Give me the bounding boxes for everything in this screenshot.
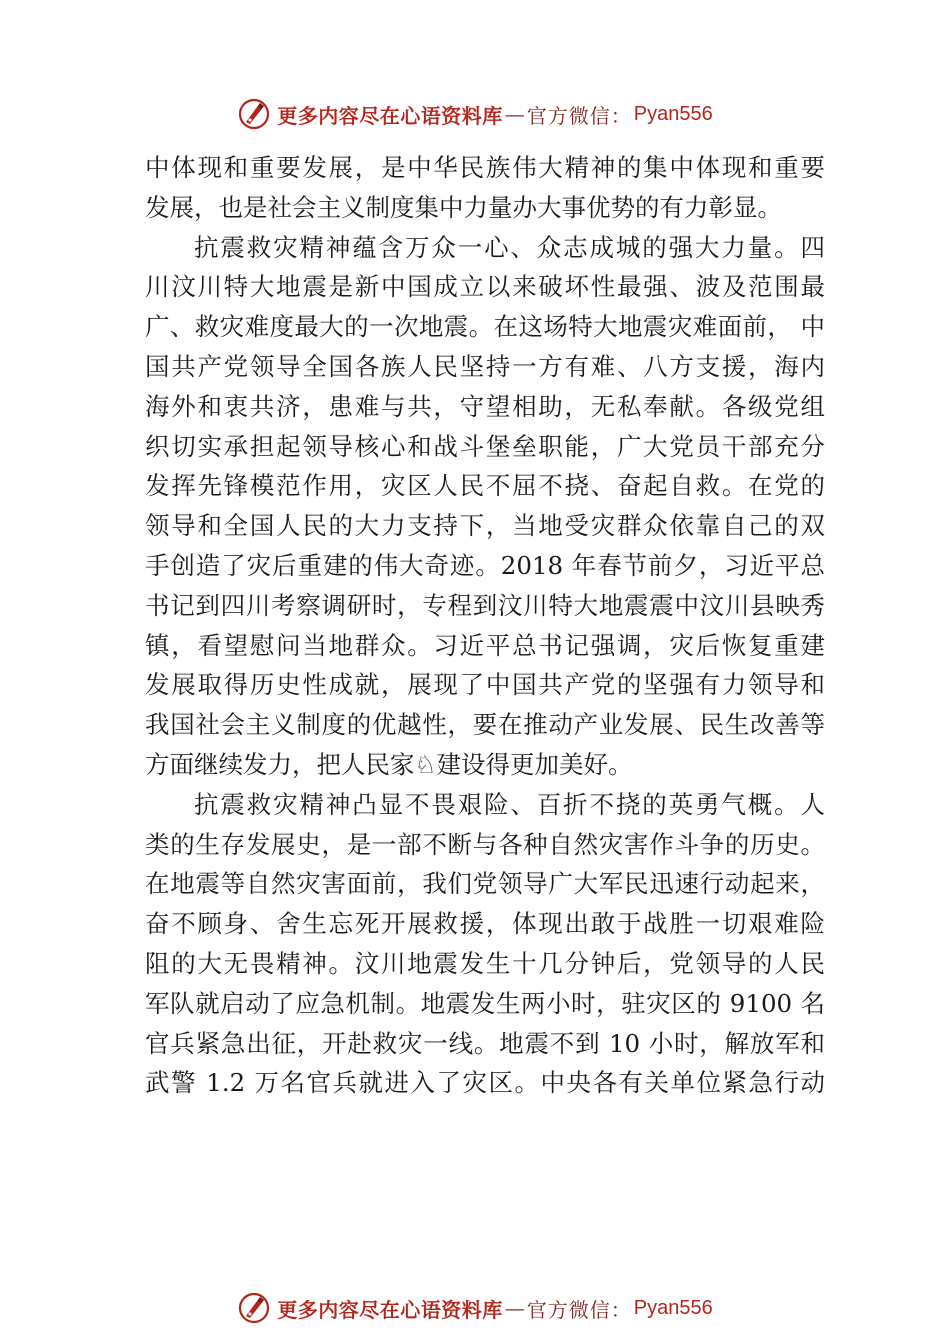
text-line: 发展取得历史性成就，展现了中国共产党的坚强有力领导和 bbox=[145, 670, 825, 700]
text-line: 领导和全国人民的大力支持下，当地受灾群众依靠自己的双 bbox=[145, 511, 825, 541]
text-line: 广、救灾难度最大的一次地震。在这场特大地震灾难面前， 中 bbox=[145, 312, 825, 342]
text-line: 类的生存发展史，是一部不断与各种自然灾害作斗争的历史。 bbox=[145, 829, 825, 859]
text-line: 奋不顾身、舍生忘死开展救援，体现出敢于战胜一切艰难险 bbox=[145, 909, 825, 939]
text-line: 手创造了灾后重建的伟大奇迹。2018 年春节前夕，习近平总 bbox=[145, 550, 825, 580]
text-line: 军队就启动了应急机制。地震发生两小时，驻灾区的 9100 名 bbox=[145, 988, 825, 1018]
pen-nib-circle-icon bbox=[237, 97, 271, 131]
document-body bbox=[145, 148, 825, 1103]
text-line: 海外和衷共济，患难与共，守望相助，无私奉献。各级党组 bbox=[145, 391, 825, 421]
text-line: 发展，也是社会主义制度集中力量办大事优势的有力彰显。 bbox=[145, 192, 782, 222]
text-line: 发挥先锋模范作用，灾区人民不屈不挠、奋起自救。在党的 bbox=[145, 471, 825, 501]
banner-title: 更多内容尽在心语资料库 bbox=[277, 103, 503, 128]
text-line: 中体现和重要发展，是中华民族伟大精神的集中体现和重要 bbox=[145, 153, 825, 182]
text-line: 我国社会主义制度的优越性，要在推动产业发展、民生改善等 bbox=[145, 710, 825, 740]
text-line: 书记到四川考察调研时，专程到汶川特大地震震中汶川县映秀 bbox=[145, 590, 825, 620]
banner-wechat-id: Pyan556 bbox=[633, 1296, 713, 1319]
text-line: 抗震救灾精神凸显不畏艰险、百折不挠的英勇气概。人 bbox=[194, 789, 825, 819]
header-banner bbox=[0, 94, 950, 134]
text-line: 阻的大无畏精神。汶川地震发生十几分钟后，党领导的人民 bbox=[145, 948, 825, 978]
banner-title: 更多内容尽在心语资料库 bbox=[277, 1297, 503, 1322]
pen-nib-circle-icon bbox=[237, 1291, 271, 1325]
text-line: 在地震等自然灾害面前，我们党领导广大军民迅速行动起来， bbox=[145, 869, 825, 899]
footer-banner bbox=[0, 1288, 950, 1328]
banner-dash: — bbox=[504, 102, 525, 126]
text-line: 织切实承担起领导核心和战斗堡垒职能，广大党员干部充分 bbox=[145, 431, 825, 461]
text-line: 抗震救灾精神蕴含万众一心、众志成城的强大力量。四 bbox=[194, 232, 825, 262]
banner-wechat-label: 官方微信： bbox=[526, 103, 632, 128]
text-line: 川汶川特大地震是新中国成立以来破坏性最强、波及范围最 bbox=[145, 272, 825, 302]
text-line: 方面继续发力，把人民家♘建设得更加美好。 bbox=[145, 749, 633, 779]
banner-dash: — bbox=[504, 1296, 525, 1320]
banner-wechat-id: Pyan556 bbox=[633, 102, 713, 125]
text-line: 武警 1.2 万名官兵就进入了灾区。中央各有关单位紧急行动 bbox=[145, 1068, 825, 1098]
banner-wechat-label: 官方微信： bbox=[526, 1297, 632, 1322]
text-line: 国共产党领导全国各族人民坚持一方有难、八方支援，海内 bbox=[145, 351, 825, 381]
text-line: 官兵紧急出征，开赴救灾一线。地震不到 10 小时，解放军和 bbox=[145, 1028, 825, 1058]
text-line: 镇，看望慰问当地群众。习近平总书记强调，灾后恢复重建 bbox=[145, 630, 825, 660]
